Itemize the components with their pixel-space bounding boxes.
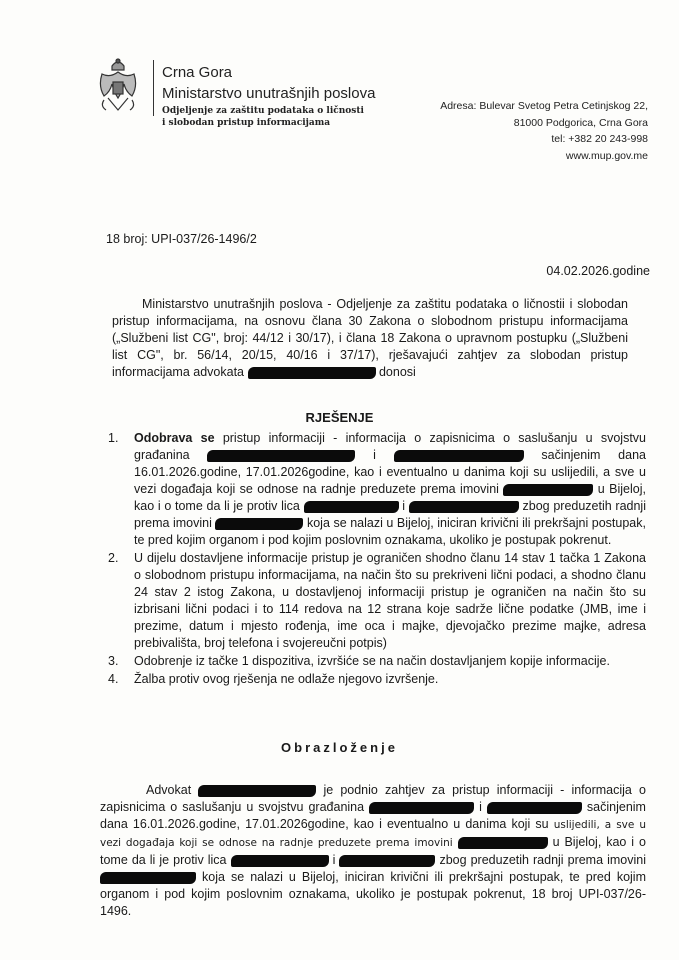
reasoning-text-block	[100, 782, 646, 920]
reasoning-text: u Bijeloj, kao i o tome da li je protiv lica	[100, 835, 646, 867]
redacted-block	[100, 872, 196, 884]
decision-list	[108, 430, 646, 689]
intro-text: Ministarstvo unutrašnjih poslova - Odjeljenje za zaštitu podataka o ličnostii i slobodan pristup informacijama, na osnovu člana 30 Zakona o slobodnom pristupu informacijama („Službeni list CG", broj: 44/12 i 30/17), i člana 18 Zakona o upravnom postupku („Službeni list CG", br. 56/14, 20/15, 40/16 i 37/17), rješavajući zahtjev za slobodan pristup informacijama advokata	[112, 297, 628, 379]
country-name: Crna Gora	[162, 64, 233, 81]
redacted-block	[231, 855, 329, 867]
item-number: 1.	[108, 431, 119, 445]
item-text: Odobrenje iz tačke 1 dispozitiva, izvršiće se na način dostavljanjem kopije informacije.	[134, 654, 610, 668]
item-text: i	[402, 499, 406, 513]
redacted-block	[409, 501, 519, 513]
reasoning-text: uslijedili, a sve u vezi događaja koji se odnose na radnje preduzete prema imovini	[100, 819, 646, 849]
address-line-1: Adresa: Bulevar Svetog Petra Cetinjskog 22,	[440, 100, 648, 112]
department-line-2: i slobodan pristup informacijama	[162, 118, 331, 128]
department-line-1: Odjeljenje za zaštitu podataka o ličnosti	[162, 106, 364, 116]
reasoning-text: i	[332, 853, 336, 867]
reasoning-text: koja se nalazi u Bijeloj, iniciran krivični ili prekršajni postupak, te pred kojim organom i pod kojim poslovnim oznakama, ukoliko je postupak pokrenut, 18 broj UPI-037/26-1496.	[100, 870, 646, 918]
redacted-block	[248, 367, 376, 379]
item-text: pristup informaciji - informacija o zapisnicima o saslušanju u svojstvu građanina	[134, 431, 646, 462]
item-text: koja se nalazi u Bijeloj, iniciran krivični ili prekršajni postupak, te pred kojim organom i pod kojim poslovnim oznakama, ukoliko je postupak pokrenut.	[134, 516, 646, 547]
redacted-block	[503, 484, 593, 496]
reasoning-title: Obrazloženje	[281, 740, 398, 755]
list-item	[108, 550, 646, 652]
reasoning-text: je podnio zahtjev za pristup informaciji - informacija o zapisnicima o saslušanju u svojstvu građanina	[100, 783, 646, 814]
phone: tel: +382 20 243-998	[551, 133, 648, 145]
department-name	[162, 105, 364, 129]
redacted-block	[487, 802, 582, 814]
document-date: 04.02.2026.godine	[546, 264, 650, 278]
item-text: sačinjenim dana 16.01.2026.godine, 17.01.2026godine, kao i eventualno u danima koji su uslijedili, a sve u vezi događaja koji se odnose na radnje preduzete prema imovini	[134, 448, 646, 496]
item-text: i	[373, 448, 376, 462]
reasoning-text: sačinjenim dana 16.01.2026.godine, 17.01.2026godine, kao i eventualno u danima koji su	[100, 800, 646, 831]
reference-number: 18 broj: UPI-037/26-1496/2	[106, 232, 257, 246]
item-number: 2.	[108, 551, 119, 565]
header-divider	[153, 60, 154, 116]
website-link[interactable]: www.mup.gov.me	[565, 149, 648, 162]
reasoning-text: Advokat	[146, 783, 192, 797]
list-item	[108, 430, 646, 549]
item-number: 3.	[108, 654, 119, 668]
redacted-block	[458, 837, 548, 849]
intro-paragraph	[112, 296, 628, 381]
item-text: u Bijeloj, kao i o tome da li je protiv lica	[134, 482, 646, 513]
decision-title: RJEŠENJE	[305, 410, 374, 425]
item-bold-lead: Odobrava se	[134, 431, 215, 445]
reasoning-paragraph	[100, 782, 646, 920]
reasoning-text: i	[479, 800, 482, 814]
montenegro-coat-of-arms-icon	[96, 56, 140, 114]
address-block	[400, 98, 648, 164]
list-item	[108, 653, 646, 670]
redacted-block	[339, 855, 435, 867]
item-number: 4.	[108, 672, 119, 686]
redacted-block	[207, 450, 355, 462]
redacted-block	[394, 450, 524, 462]
redacted-block	[198, 785, 316, 797]
address-line-2: 81000 Podgorica, Crna Gora	[513, 116, 648, 129]
redacted-block	[215, 518, 303, 530]
reasoning-text: zbog preduzetih radnji prema imovini	[439, 853, 646, 867]
item-text: Žalba protiv ovog rješenja ne odlaže njegovo izvršenje.	[134, 672, 439, 686]
redacted-block	[369, 802, 474, 814]
redacted-block	[304, 501, 399, 513]
item-text: U dijelu dostavljene informacije pristup je ograničen shodno članu 14 stav 1 tačka 1 Zakona o slobodnom pristupu informacijama, na način što su prekriveni lični podaci, a shodno članu 24 stav 2 istog Zakona, u dostavljenoj informaciji pristup je ograničen na način što su izbrisani lični podaci i to 114 redova na 12 strana koje sadrže lične podatke (JMB, ime i prezime, datum i mjesto rođenja, ime oca i majke, djevojačko prezime majke, adresa prebivališta, broj telefona i svojereučni potpis)	[134, 551, 646, 650]
ministry-name: Ministarstvo unutrašnjih poslova	[162, 85, 376, 102]
list-item	[108, 671, 646, 688]
intro-text-end: donosi	[378, 365, 416, 379]
item-text: zbog preduzetih radnji prema imovini	[134, 499, 646, 530]
